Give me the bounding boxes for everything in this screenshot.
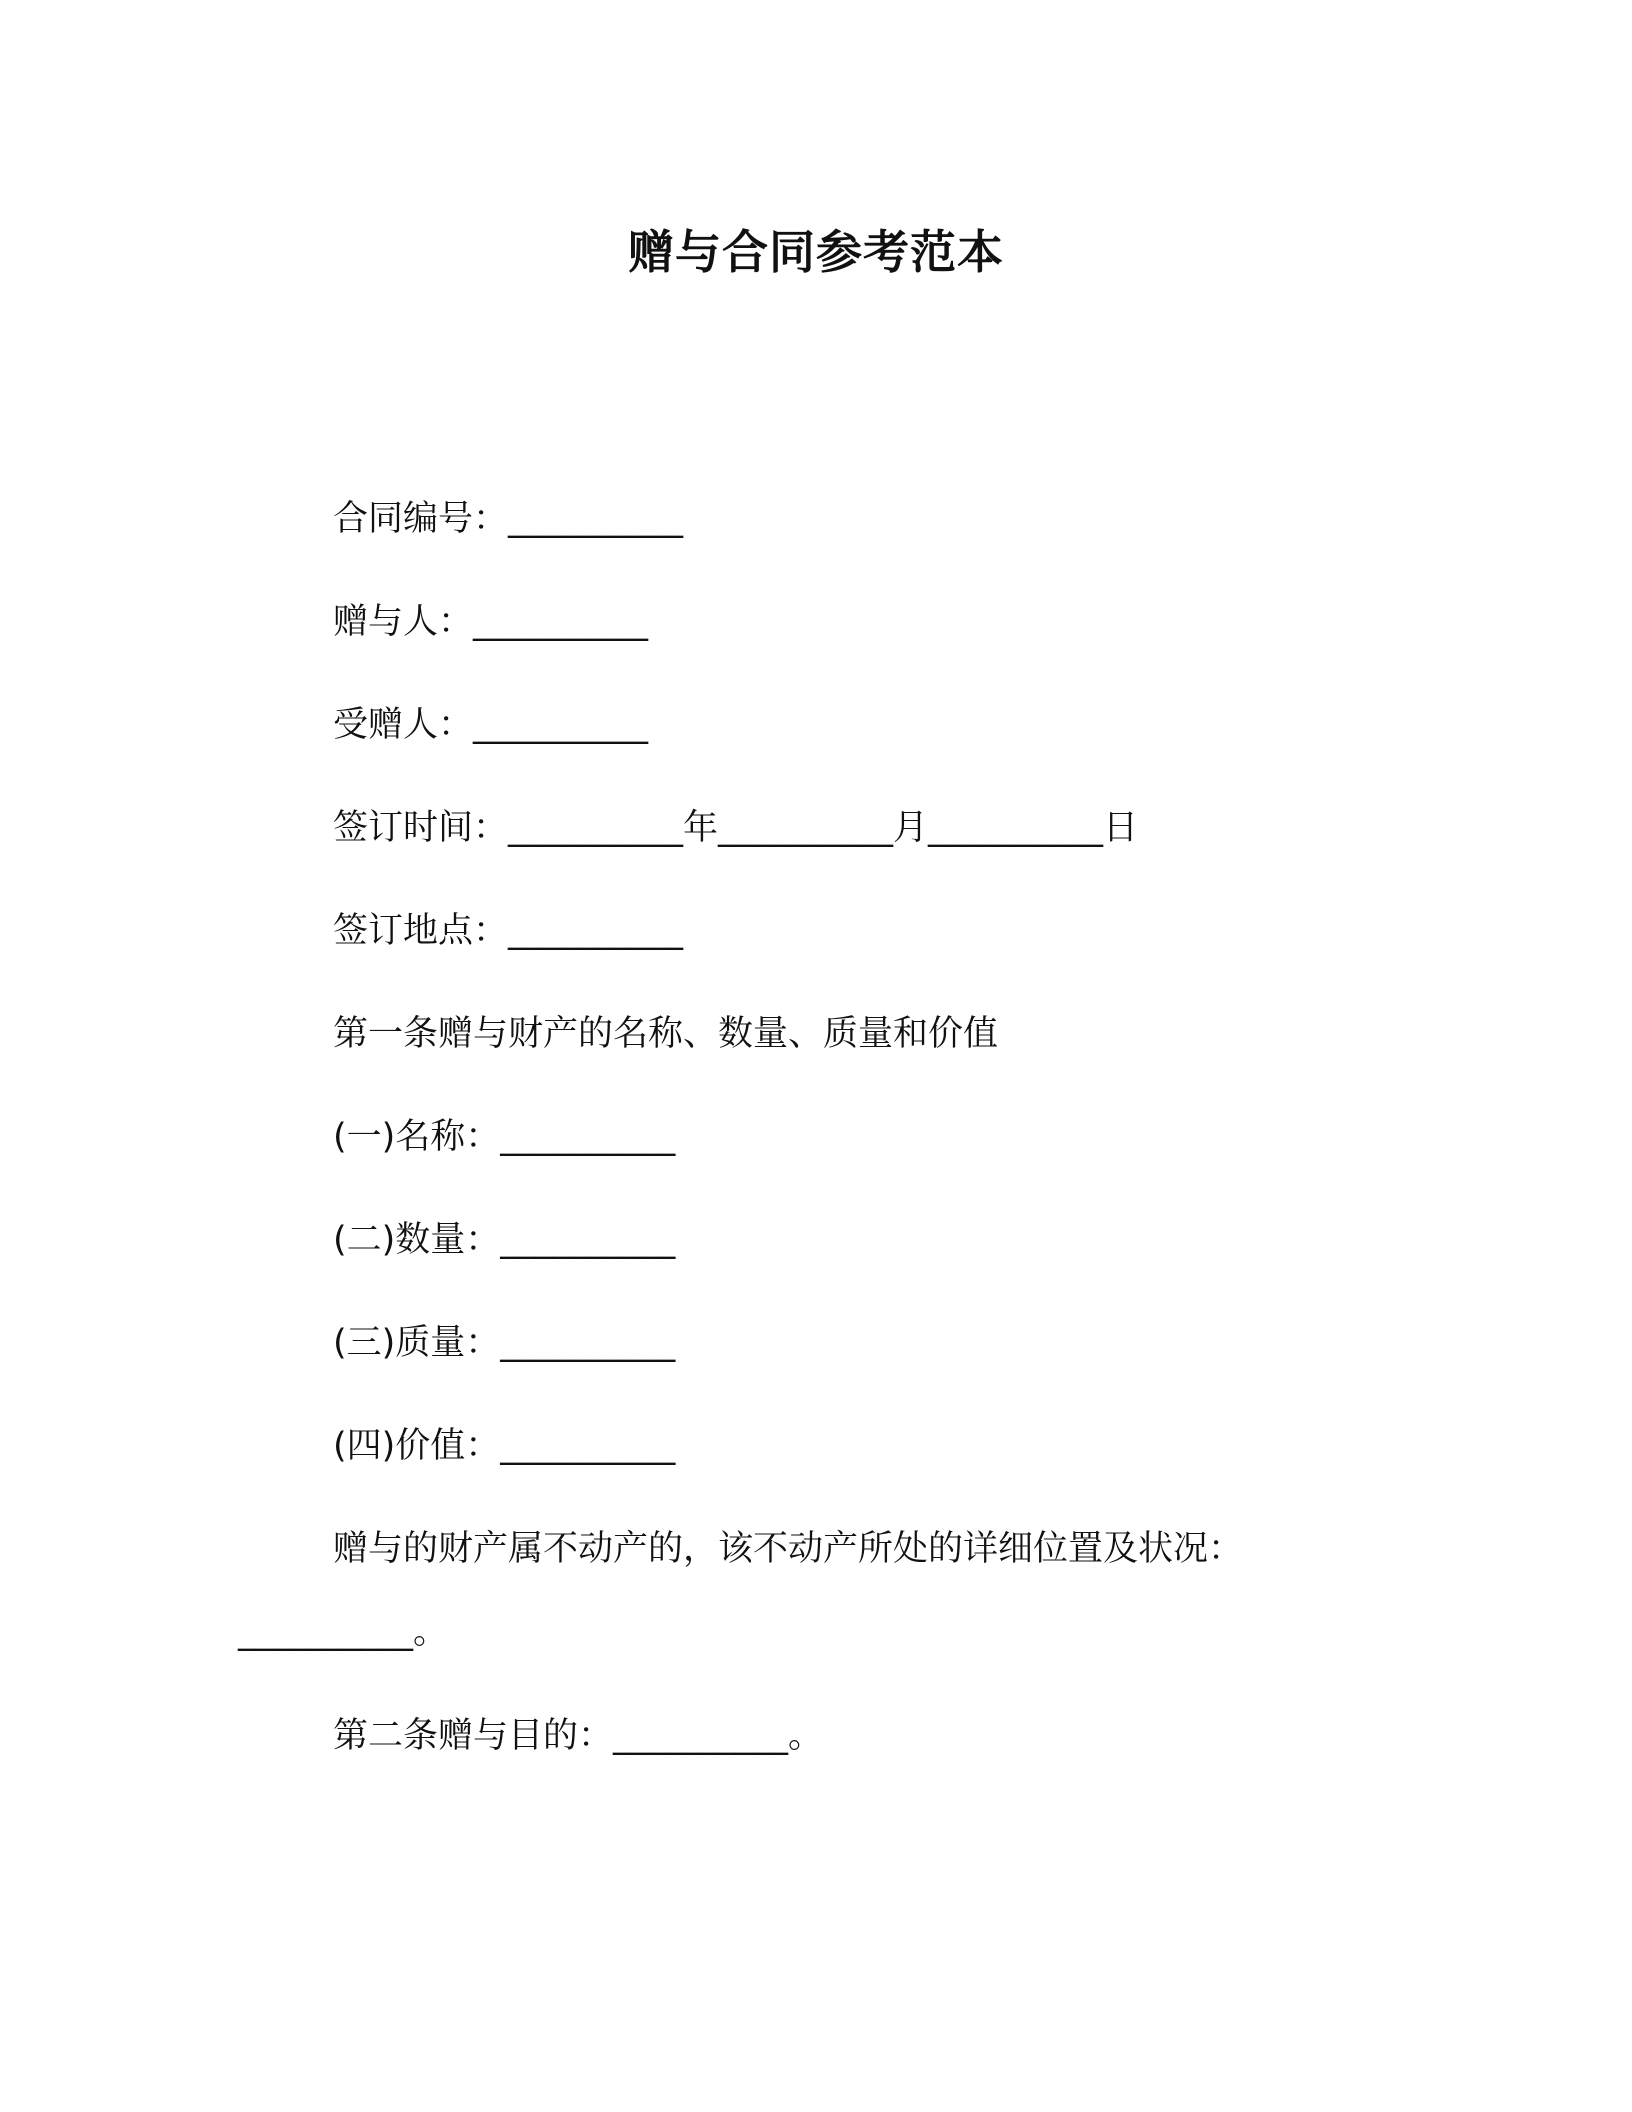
donee-line: 受赠人：__________	[333, 705, 649, 745]
property-quantity-line: (二)数量：__________	[333, 1220, 676, 1260]
real-estate-paragraph: 赠与的财产属不动产的，该不动产所处的详细位置及状况：	[333, 1529, 1244, 1569]
donor-line: 赠与人：__________	[333, 602, 649, 642]
property-value-line: (四)价值：__________	[333, 1426, 676, 1466]
article-two-line: 第二条赠与目的：__________。	[333, 1716, 824, 1756]
real-estate-paragraph-continuation: __________。	[238, 1612, 449, 1652]
contract-number-line: 合同编号：__________	[333, 499, 684, 539]
article-one-heading: 第一条赠与财产的名称、数量、质量和价值	[333, 1014, 999, 1054]
signing-date-line: 签订时间：__________年__________月__________日	[333, 808, 1139, 848]
property-name-line: (一)名称：__________	[333, 1117, 676, 1157]
property-quality-line: (三)质量：__________	[333, 1323, 676, 1363]
document-title: 赠与合同参考范本	[628, 225, 1004, 279]
signing-place-line: 签订地点：__________	[333, 911, 684, 951]
